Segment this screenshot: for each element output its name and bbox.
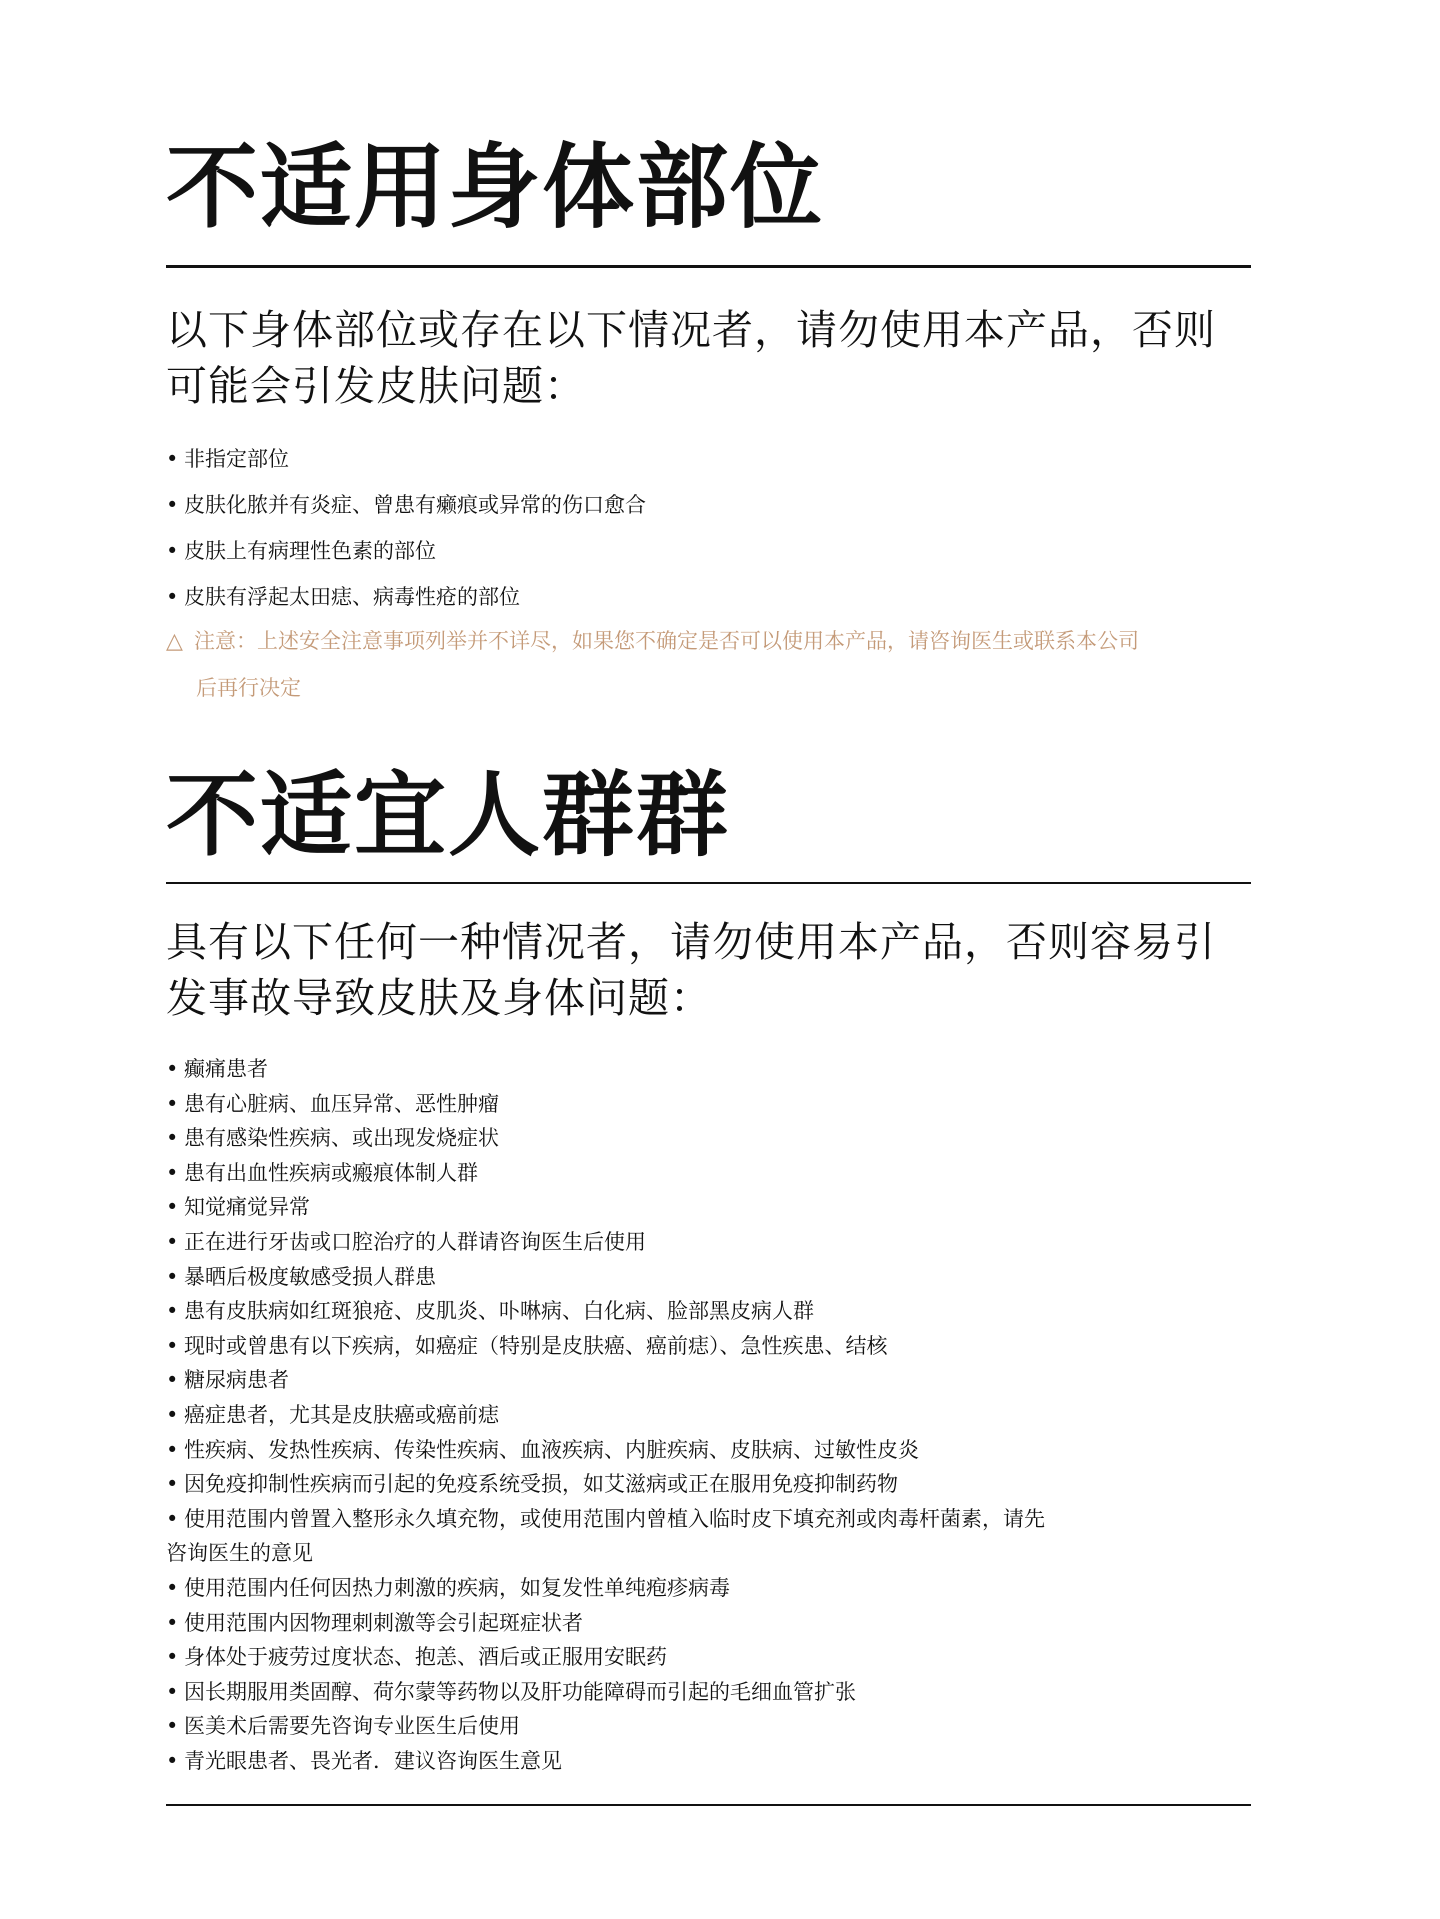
list-item: • 使用范围内任何因热力刺激的疾病，如复发性单纯疱疹病毒 — [166, 1571, 1236, 1606]
list-item: • 皮肤化脓并有炎症、曾患有癞痕或异常的伤口愈合 — [166, 490, 1236, 536]
section2-divider — [166, 882, 1251, 884]
list-item: • 癌症患者，尤其是皮肤癌或癌前痣 — [166, 1398, 1236, 1433]
section1-list — [166, 444, 1236, 628]
section1-title: 不适用身体部位 — [166, 134, 825, 241]
list-item — [166, 1502, 1236, 1571]
list-item: • 医美术后需要先咨询专业医生后使用 — [166, 1709, 1236, 1744]
list-item: • 患有心脏病、血压异常、恶性肿瘤 — [166, 1087, 1236, 1122]
list-item-line2: 咨询医生的意见 — [166, 1541, 313, 1566]
safety-note — [166, 618, 1246, 711]
list-item: • 性疾病、发热性疾病、传染性疾病、血液疾病、内脏疾病、皮肤病、过敏性皮炎 — [166, 1433, 1236, 1468]
section2-title: 不适宜人群群 — [166, 762, 731, 869]
section1-divider — [166, 265, 1251, 268]
list-item: • 患有出血性疾病或瘢痕体制人群 — [166, 1156, 1236, 1191]
section1-intro: 以下身体部位或存在以下情况者，请勿使用本产品，否则可能会引发皮肤问题： — [166, 306, 1216, 410]
list-item: • 暴晒后极度敏感受损人群患 — [166, 1260, 1236, 1295]
list-item-line1: 使用范围内曾置入整形永久填充物，或使用范围内曾植入临时皮下填充剂或肉毒杆菌素，请先 — [184, 1506, 1045, 1531]
section2-intro: 具有以下任何一种情况者，请勿使用本产品，否则容易引发事故导致皮肤及身体问题： — [166, 918, 1216, 1022]
list-item: • 身体处于疲劳过度状态、抱恙、酒后或正服用安眠药 — [166, 1640, 1236, 1675]
list-item: • 因免疫抑制性疾病而引起的免疫系统受损，如艾滋病或正在服用免疫抑制药物 — [166, 1467, 1236, 1502]
list-item: • 患有感染性疾病、或出现发烧症状 — [166, 1121, 1236, 1156]
note-line1: 注意：上述安全注意事项列举并不详尽，如果您不确定是否可以使用本产品，请咨询医生或联系本公司 — [194, 629, 1139, 653]
list-item: • 现时或曾患有以下疾病，如癌症（特别是皮肤癌、癌前痣）、急性疾患、结核 — [166, 1329, 1236, 1364]
list-item: • 青光眼患者、畏光者．建议咨询医生意见 — [166, 1744, 1236, 1779]
list-item: • 皮肤上有病理性色素的部位 — [166, 536, 1236, 582]
list-item: • 使用范围内因物理刺刺激等会引起斑症状者 — [166, 1606, 1236, 1641]
list-item: • 糖尿病患者 — [166, 1363, 1236, 1398]
list-item: • 皮肤有浮起太田痣、病毒性疮的部位 — [166, 582, 1236, 628]
list-item: • 癫痛患者 — [166, 1052, 1236, 1087]
list-item: • 知觉痛觉异常 — [166, 1190, 1236, 1225]
list-item: • 患有皮肤病如红斑狼疮、皮肌炎、卟啉病、白化病、脸部黑皮病人群 — [166, 1294, 1236, 1329]
bottom-divider — [166, 1804, 1251, 1806]
list-item: • 因长期服用类固醇、荷尔蒙等药物以及肝功能障碍而引起的毛细血管扩张 — [166, 1675, 1236, 1710]
section2-list — [166, 1052, 1236, 1778]
list-item: • 正在进行牙齿或口腔治疗的人群请咨询医生后使用 — [166, 1225, 1236, 1260]
list-item: • 非指定部位 — [166, 444, 1236, 490]
note-line2: 后再行决定 — [196, 676, 301, 700]
warning-triangle-icon: △ — [166, 629, 183, 654]
